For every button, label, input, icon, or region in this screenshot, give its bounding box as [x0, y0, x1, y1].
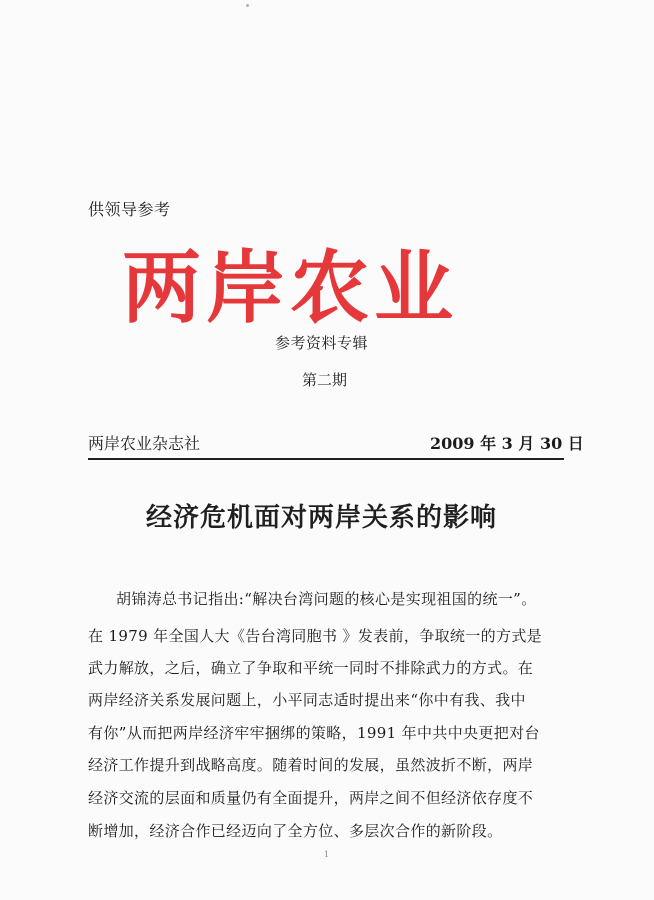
scan-dot — [246, 4, 249, 7]
body-line-6: 经济工作提升到战略高度。随着时间的发展，虽然波折不断，两岸 — [88, 756, 534, 774]
masthead-title: 两岸农业 — [122, 242, 458, 334]
body-line-7: 经济交流的层面和质量仍有全面提升，两岸之间不但经济依存度不 — [88, 789, 534, 807]
article-title: 经济危机面对两岸关系的影响 — [146, 503, 498, 533]
distribution-notice: 供领导参考 — [88, 200, 171, 219]
body-line-3: 武力解放，之后，确立了争取和平统一同时不排除武力的方式。在 — [88, 659, 534, 677]
body-line-8: 断增加，经济合作已经迈向了全方位、多层次合作的新阶段。 — [88, 822, 503, 840]
body-line-2: 在 1979 年全国人大《告台湾同胞书 》发表前，争取统一的方式是 — [88, 627, 543, 645]
header-divider — [88, 458, 564, 460]
special-collection-subtitle: 参考资料专辑 — [275, 334, 369, 352]
publisher-name: 两岸农业杂志社 — [88, 434, 201, 453]
body-line-1: 胡锦涛总书记指出:“解决台湾问题的核心是实现祖国的统一”。 — [116, 590, 537, 608]
body-line-4: 两岸经济关系发展问题上，小平同志适时提出来“你中有我、我中 — [88, 691, 526, 709]
page-number: 1 — [324, 850, 330, 859]
issue-number: 第二期 — [302, 371, 348, 389]
publication-date: 2009 年 3 月 30 日 — [430, 434, 584, 453]
body-line-5: 有你”从而把两岸经济牢牢捆绑的策略，1991 年中共中央更把对台 — [88, 724, 540, 742]
